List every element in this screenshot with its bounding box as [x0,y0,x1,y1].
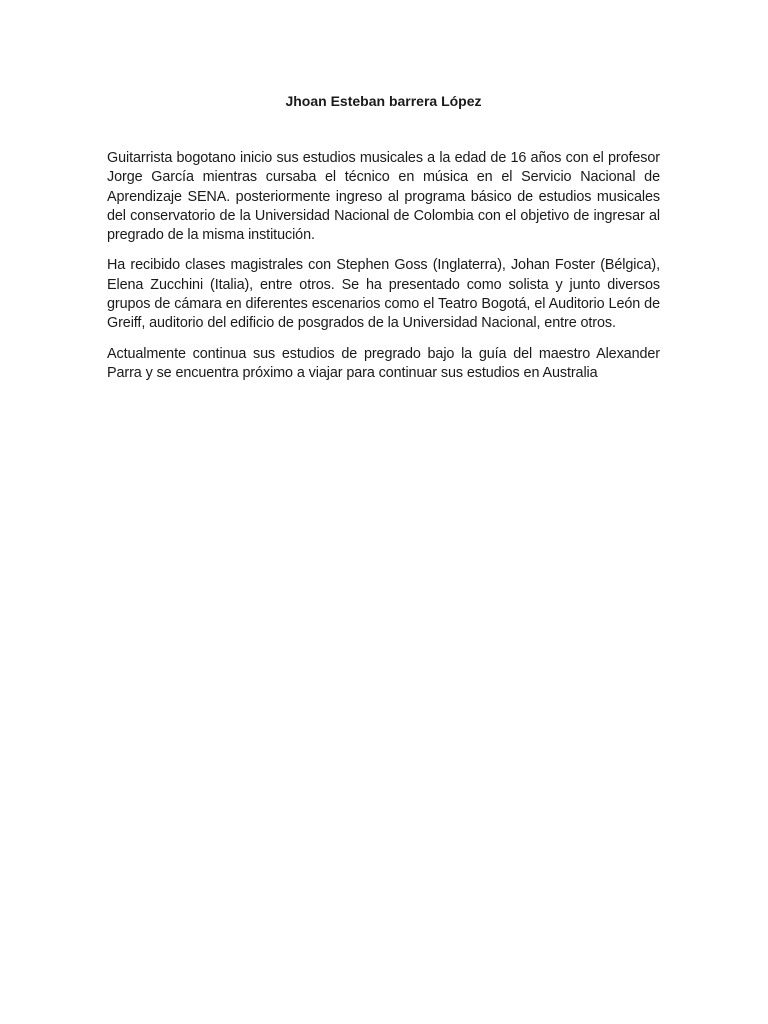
paragraph-3: Actualmente continua sus estudios de pregrado bajo la guía del maestro Alexander Parra y se encuentra próximo a viajar para continuar sus estudios en Australia [107,345,660,381]
paragraph-1: Guitarrista bogotano inicio sus estudios musicales a la edad de 16 años con el profesor Jorge García mientras cursaba el técnico en música en el Servicio Nacional de Aprendizaje SENA. posteriormente ingreso al programa básico de estudios musicales del conservatorio de la Universidad Nacional de Colombia con el objetivo de ingresar al pregrado de la misma institución. [107,150,660,244]
paragraph-2: Ha recibido clases magistrales con Stephen Goss (Inglaterra), Johan Foster (Bélgica), Elena Zucchini (Italia), entre otros. Se ha presentado como solista y junto diversos grupos de cámara en diferentes escenarios como el Teatro Bogotá, el Auditorio León de Greiff, auditorio del edificio de posgrados de la Universidad Nacional, entre otros. [107,257,660,332]
document-title: Jhoan Esteban barrera López [285,93,482,109]
document-body [107,90,660,383]
